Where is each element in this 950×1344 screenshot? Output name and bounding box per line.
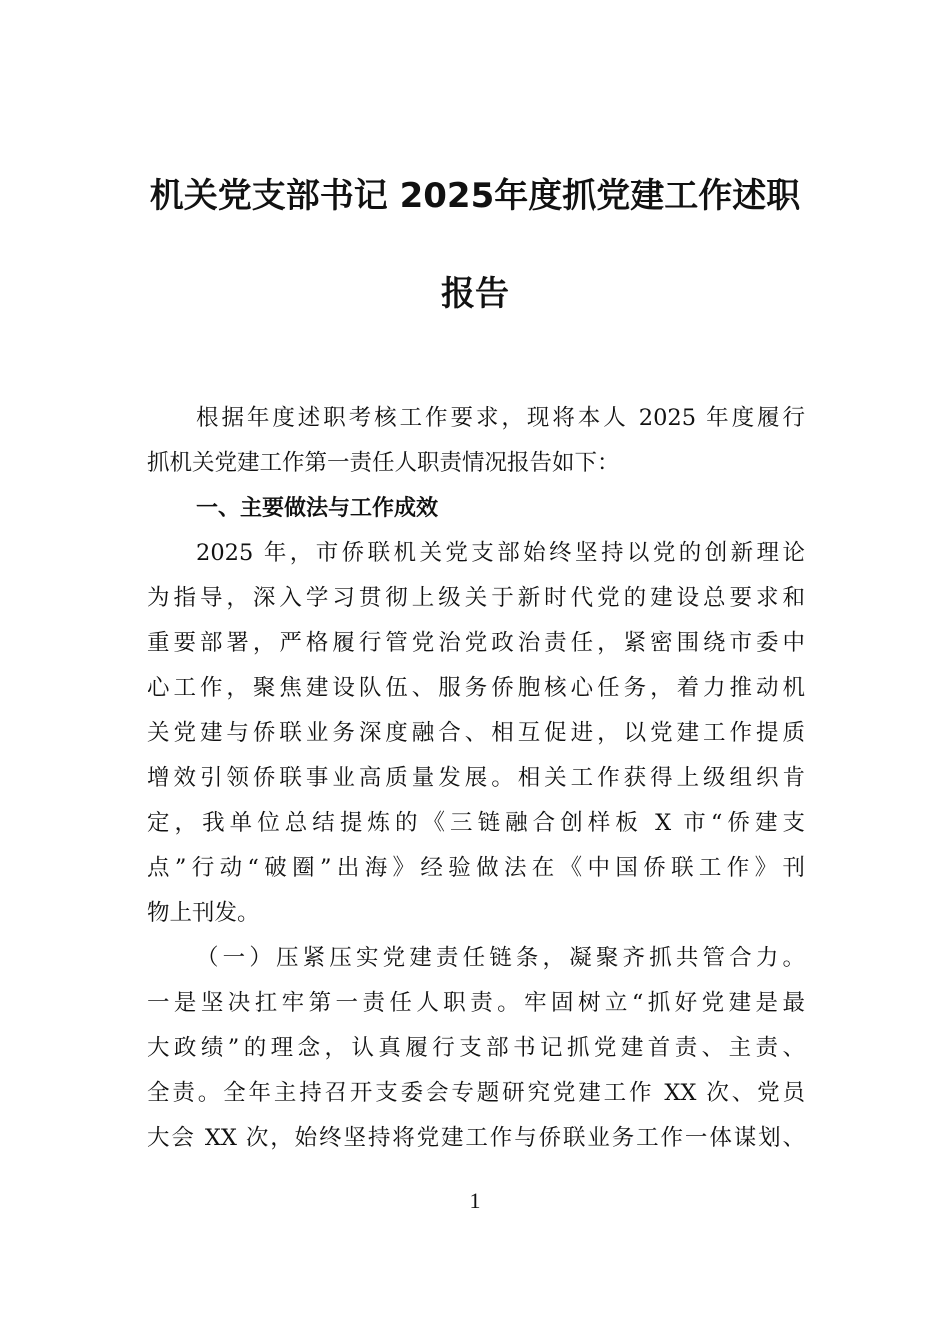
- paragraph-line: 关党建与侨联业务深度融合、相互促进，以党建工作提质: [147, 720, 805, 746]
- paragraph-line: 增效引领侨联事业高质量发展。相关工作获得上级组织肯: [147, 765, 805, 791]
- paragraph-line: 重要部署，严格履行管党治党政治责任，紧密围绕市委中: [147, 630, 805, 656]
- paragraph-line: 物上刊发。: [147, 900, 260, 926]
- paragraph-line: 心工作，聚焦建设队伍、服务侨胞核心任务，着力推动机: [147, 675, 805, 701]
- paragraph-line: 大政绩”的理念，认真履行支部书记抓党建首责、主责、: [147, 1035, 805, 1061]
- paragraph-line: 2025 年，市侨联机关党支部始终坚持以党的创新理论: [196, 540, 805, 566]
- paragraph-line: 大会 XX 次，始终坚持将党建工作与侨联业务工作一体谋划、: [147, 1125, 805, 1151]
- page-number: 1: [469, 1188, 481, 1213]
- paragraph-line: 定，我单位总结提炼的《三链融合创样板 X 市“侨建支: [147, 810, 805, 836]
- document-title-line-1: 机关党支部书记 2025年度抓党建工作述职: [149, 176, 801, 216]
- subsection-heading: （一）压紧压实党建责任链条，凝聚齐抓共管合力。: [196, 945, 805, 971]
- paragraph-line: 全责。全年主持召开支委会专题研究党建工作 XX 次、党员: [147, 1080, 805, 1106]
- paragraph-line: 点”行动“破圈”出海》经验做法在《中国侨联工作》刊: [147, 855, 805, 881]
- paragraph-line: 为指导，深入学习贯彻上级关于新时代党的建设总要求和: [147, 585, 805, 611]
- paragraph-line: 抓机关党建工作第一责任人职责情况报告如下：: [147, 450, 620, 476]
- paragraph-line: 根据年度述职考核工作要求，现将本人 2025 年度履行: [196, 405, 805, 431]
- section-heading: 一、主要做法与工作成效: [196, 496, 439, 521]
- document-title-line-2: 报告: [441, 274, 509, 314]
- paragraph-line: 一是坚决扛牢第一责任人职责。牢固树立“抓好党建是最: [147, 990, 805, 1016]
- document-body: [147, 396, 805, 1161]
